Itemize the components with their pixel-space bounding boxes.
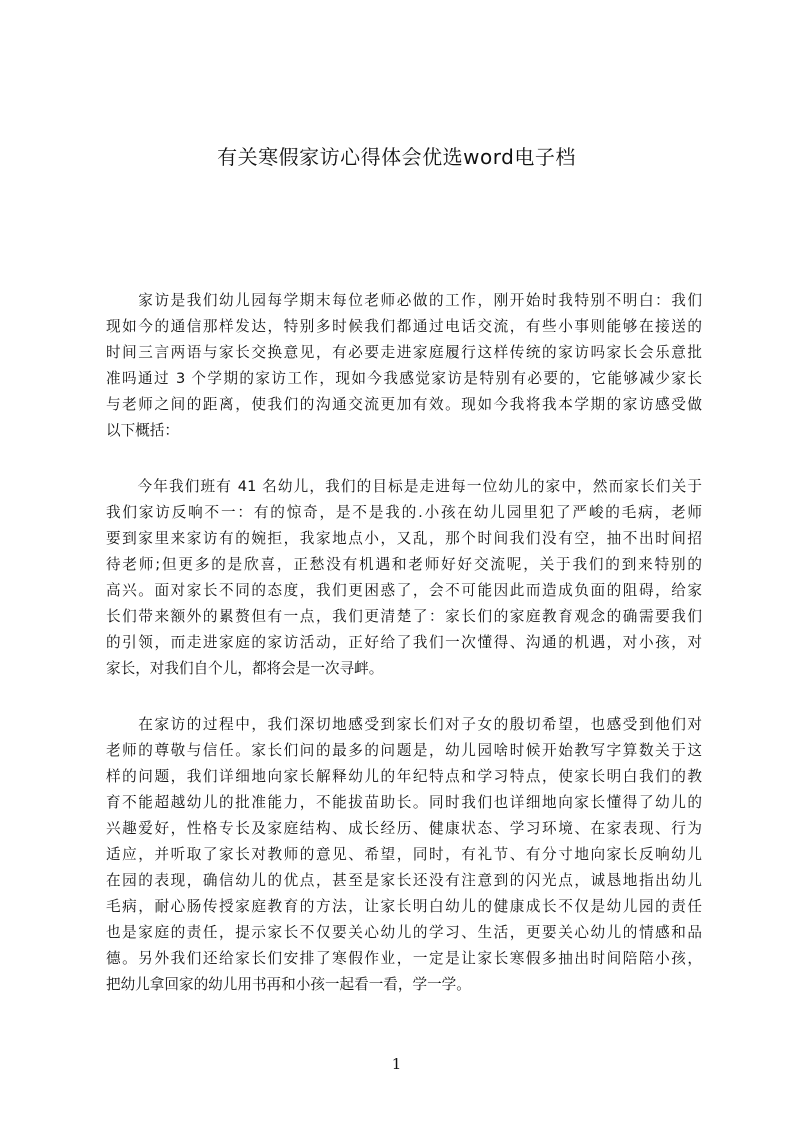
text-line: 在家访的过程中，我们深切地感受到家长们对子女的殷切希望，也感受到他们对 xyxy=(106,716,702,733)
text-line: 育不能超越幼儿的批准能力，不能拔苗助长。同时我们也详细地向家长懂得了幼儿的 xyxy=(106,794,702,811)
paragraph-1 xyxy=(106,288,702,444)
text-line: 我们家访反响不一：有的惊奇，是不是我的.小孩在幼儿园里犯了严峻的毛病，老师 xyxy=(106,504,702,521)
paragraph-3 xyxy=(106,712,702,998)
text-line: 老师的尊敬与信任。家长们问的最多的问题是，幼儿园啥时候开始教写字算数关于这 xyxy=(106,742,702,759)
page-number: 1 xyxy=(391,1055,402,1073)
text-line: 也是家庭的责任，提示家长不仅要关心幼儿的学习、生活，更要关心幼儿的情感和品 xyxy=(106,924,702,941)
text-line: 现如今的通信那样发达，特别多时候我们都通过电话交流，有些小事则能够在接送的 xyxy=(106,318,702,335)
text-line: 把幼儿拿回家的幼儿用书再和小孩一起看一看，学一学。 xyxy=(106,976,471,993)
text-line: 时间三言两语与家长交换意见，有必要走进家庭履行这样传统的家访吗家长会乐意批 xyxy=(106,344,702,361)
text-line: 待老师;但更多的是欣喜，正愁没有机遇和老师好好交流呢，关于我们的到来特别的 xyxy=(106,556,702,573)
document-title: 有关寒假家访心得体会优选word电子档 xyxy=(217,145,576,169)
text-line: 兴趣爱好，性格专长及家庭结构、成长经历、健康状态、学习环境、在家表现、行为 xyxy=(106,820,702,837)
text-line: 德。另外我们还给家长们安排了寒假作业，一定是让家长寒假多抽出时间陪陪小孩， xyxy=(106,950,702,967)
text-line: 在园的表现，确信幼儿的优点，甚至是家长还没有注意到的闪光点，诚恳地指出幼儿 xyxy=(106,872,702,889)
text-line: 要到家里来家访有的婉拒，我家地点小，又乱，那个时间我们没有空，抽不出时间招 xyxy=(106,530,702,547)
text-line: 今年我们班有 41 名幼儿，我们的目标是走进每一位幼儿的家中，然而家长们关于 xyxy=(106,478,702,495)
text-line: 的引领，而走进家庭的家访活动，正好给了我们一次懂得、沟通的机遇，对小孩，对 xyxy=(106,634,702,651)
paragraph-2 xyxy=(106,474,702,682)
text-line: 高兴。面对家长不同的态度，我们更困惑了，会不可能因此而造成负面的阻碍，给家 xyxy=(106,582,702,599)
text-line: 样的问题，我们详细地向家长解释幼儿的年纪特点和学习特点，使家长明白我们的教 xyxy=(106,768,702,785)
text-line: 准吗通过 3 个学期的家访工作，现如今我感觉家访是特别有必要的，它能够减少家长 xyxy=(106,370,702,387)
text-line: 适应，并听取了家长对教师的意见、希望，同时，有礼节、有分寸地向家长反响幼儿 xyxy=(106,846,702,863)
text-line: 以下概括： xyxy=(106,422,179,439)
text-line: 家长，对我们自个儿，都将会是一次寻衅。 xyxy=(106,660,384,677)
text-line: 长们带来额外的累赘但有一点，我们更清楚了：家长们的家庭教育观念的确需要我们 xyxy=(106,608,702,625)
text-line: 与老师之间的距离，使我们的沟通交流更加有效。现如今我将我本学期的家访感受做 xyxy=(106,396,702,413)
text-line: 家访是我们幼儿园每学期末每位老师必做的工作，刚开始时我特别不明白：我们 xyxy=(106,292,702,309)
text-line: 毛病，耐心肠传授家庭教育的方法，让家长明白幼儿的健康成长不仅是幼儿园的责任 xyxy=(106,898,702,915)
